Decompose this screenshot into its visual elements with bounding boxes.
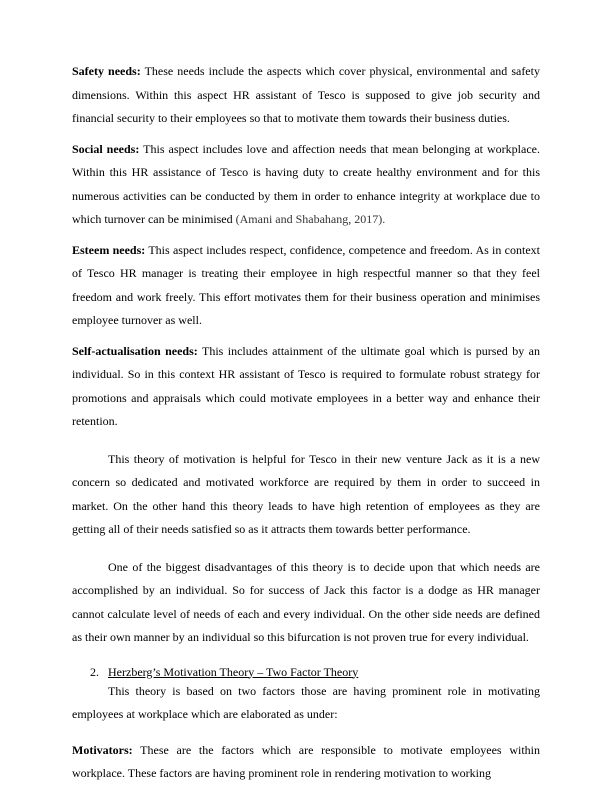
document-page bbox=[72, 60, 540, 793]
text-motivators: These are the factors which are responsible to motivate employees within workplace. These factors are having prominent role in rendering motivation to working bbox=[72, 742, 540, 780]
paragraph-social-needs bbox=[72, 138, 540, 232]
paragraph-theory-helpful: This theory of motivation is helpful for Tesco in their new venture Jack as it is a new concern so dedicated and motivated workforce are required by them in order to succeed in market. On the other hand this theory leads to have high retention of employees as they are getting all of their needs satisfied so as it attracts them towards better performance. bbox=[72, 451, 540, 536]
paragraph-self-actualisation-needs bbox=[72, 340, 540, 434]
text-self-actualisation-needs: This includes attainment of the ultimate goal which is pursed by an individual. So in this context HR assistant of Tesco is required to formulate robust strategy for promotions and appraisals which could motivate employees in a better way and enhance their retention. bbox=[72, 343, 540, 428]
term-self-actualisation-needs: Self-actualisation needs: bbox=[72, 343, 198, 358]
section-number: 2. bbox=[90, 664, 99, 679]
term-safety-needs: Safety needs: bbox=[72, 64, 141, 78]
paragraph-motivators bbox=[72, 739, 540, 786]
term-motivators: Motivators: bbox=[72, 742, 133, 757]
term-social-needs: Social needs: bbox=[72, 141, 140, 156]
section-heading bbox=[90, 664, 540, 680]
text-social-needs: This aspect includes love and affection needs that mean belonging at workplace. Within this HR assistance of Tesco is having duty to create healthy environment and for this numerous activities can be conducted by them in order to enhance integrity at workplace due to which turnover can be minimised bbox=[72, 141, 540, 226]
paragraph-disadvantage: One of the biggest disadvantages of this theory is to decide upon that which needs are accomplished by an individual. So for success of Jack this factor is a dodge as HR manager cannot calculate level of needs of each and every individual. On the other side needs are defined as their own manner by an individual so this bifurcation is not proven true for every individual. bbox=[72, 559, 540, 644]
text-safety-needs: These needs include the aspects which cover physical, environmental and safety dimensions. Within this aspect HR assistant of Tesco is supposed to give job security and financial security to their employees so that to motivate them towards their business duties. bbox=[72, 64, 540, 125]
paragraph-esteem-needs bbox=[72, 239, 540, 333]
text-esteem-needs: This aspect includes respect, confidence, competence and freedom. As in context of Tesco HR manager is treating their employee in high respectful manner so that they feel freedom and work freely. This effort motivates them for their business operation and minimises employee turnover as well. bbox=[72, 242, 540, 327]
paragraph-safety-needs bbox=[72, 60, 540, 131]
citation-amani-shabahang: (Amani and Shabahang, 2017). bbox=[235, 212, 386, 226]
paragraph-section-intro: This theory is based on two factors those are having prominent role in motivating employees at workplace which are elaborated as under: bbox=[72, 683, 540, 721]
term-esteem-needs: Esteem needs: bbox=[72, 242, 146, 257]
section-title: Herzberg’s Motivation Theory – Two Factor Theory bbox=[108, 664, 359, 679]
